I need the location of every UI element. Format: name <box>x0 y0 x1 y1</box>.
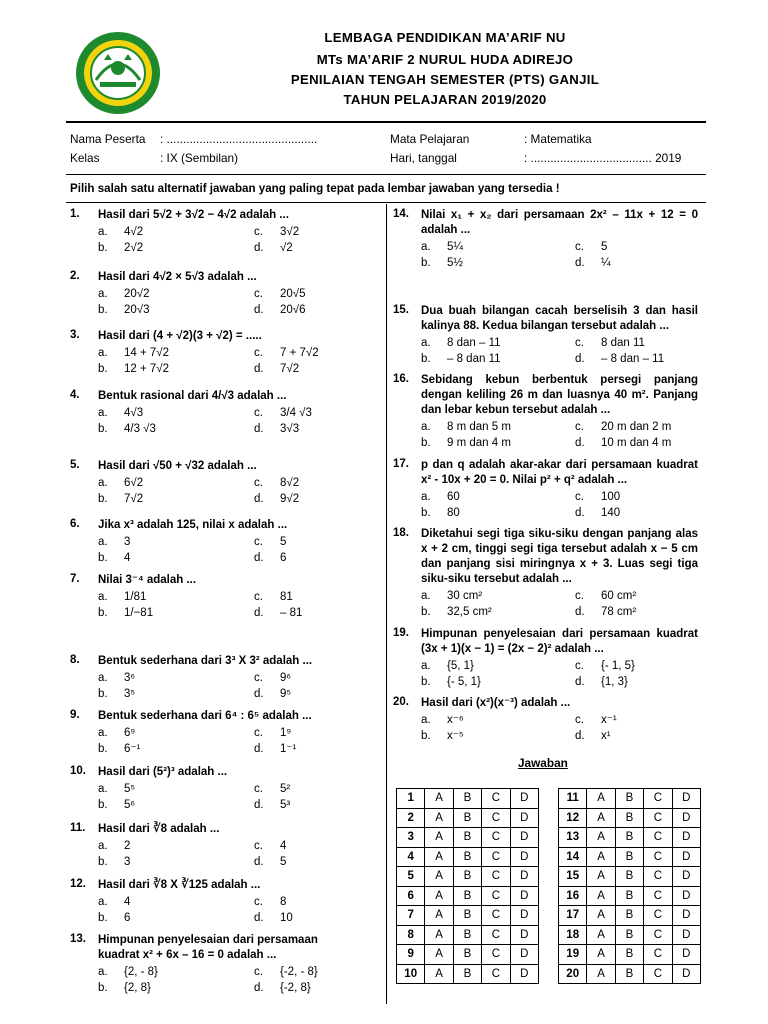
answer-number: 16 <box>559 886 587 906</box>
question-number: 11. <box>70 822 86 834</box>
question-14 <box>393 208 698 271</box>
answer-choice-d[interactable]: D <box>672 906 700 926</box>
question-number: 4. <box>70 389 80 401</box>
option-d[interactable]: d. 1⁻¹ <box>254 743 297 755</box>
question-number: 3. <box>70 329 80 341</box>
question-1 <box>70 208 360 256</box>
option-c[interactable]: c. 5² <box>254 783 291 795</box>
answer-choice-b[interactable]: B <box>615 808 643 828</box>
option-a[interactable]: a. 2 <box>98 840 131 852</box>
answer-choice-a[interactable]: A <box>587 867 615 887</box>
answer-choice-d[interactable]: D <box>672 964 700 984</box>
school-logo <box>74 30 162 116</box>
answer-choice-a[interactable]: A <box>587 847 615 867</box>
option-d[interactable]: d. 5³ <box>254 799 291 811</box>
answer-row <box>559 789 701 809</box>
question-stem: Bentuk sederhana dari 6⁴ : 6⁵ adalah ... <box>98 710 312 722</box>
answer-choice-c[interactable]: C <box>644 906 672 926</box>
option-b[interactable]: b. 80 <box>421 507 460 519</box>
option-d[interactable]: d. x¹ <box>575 730 611 742</box>
option-a[interactable]: a. {2, - 8} <box>98 966 158 978</box>
answer-choice-a[interactable]: A <box>425 808 453 828</box>
answer-row <box>397 789 539 809</box>
option-c[interactable]: c. 3/4 √3 <box>254 407 312 419</box>
answer-choice-b[interactable]: B <box>453 808 481 828</box>
option-b[interactable]: b. 2√2 <box>98 242 144 254</box>
answer-choice-d[interactable]: D <box>510 847 538 867</box>
mapel-label: Mata Pelajaran <box>390 132 470 146</box>
question-stem: Diketahui segi tiga siku-siku dengan panjang alas x + 2 cm, tinggi segi tiga tersebut adalah x − 5 cm dan panjang sisi miringnya x + 3. Luas segi tiga siku-siku tersebut adalah ... <box>421 528 698 585</box>
option-c[interactable]: c. 1⁹ <box>254 727 292 739</box>
hari-label: Hari, tanggal <box>390 151 457 165</box>
option-d[interactable]: d. {-2, 8} <box>254 982 311 994</box>
question-stem: Sebidang kebun berbentuk persegi panjang dengan keliling 26 m dan luasnya 40 m². Panjang dan lebar kebun tersebut adalah ... <box>421 374 698 416</box>
mapel-value: : Matematika <box>524 132 592 146</box>
question-16 <box>393 373 698 451</box>
option-d[interactable]: d. – 8 dan – 11 <box>575 353 665 365</box>
question-10 <box>70 765 360 813</box>
answer-choice-c[interactable]: C <box>482 925 510 945</box>
option-a[interactable]: a. x⁻⁶ <box>421 714 464 726</box>
answer-choice-b[interactable]: B <box>615 964 643 984</box>
option-d[interactable]: d. 9⁵ <box>254 688 292 700</box>
instruction-divider <box>66 202 706 203</box>
question-8 <box>70 654 360 702</box>
option-b[interactable]: b. x⁻⁵ <box>421 730 464 742</box>
kelas-label: Kelas <box>70 151 100 165</box>
answer-choice-d[interactable]: D <box>672 886 700 906</box>
answer-choice-c[interactable]: C <box>644 789 672 809</box>
option-a[interactable]: a. 5¼ <box>421 241 463 253</box>
answer-number: 10 <box>397 964 425 984</box>
answer-number: 7 <box>397 906 425 926</box>
answer-number: 18 <box>559 925 587 945</box>
option-d[interactable]: d. 20√6 <box>254 304 306 316</box>
option-c[interactable]: c. {- 1, 5} <box>575 660 635 672</box>
answer-choice-c[interactable]: C <box>644 867 672 887</box>
answer-number: 1 <box>397 789 425 809</box>
option-b[interactable]: b. 4/3 √3 <box>98 423 156 435</box>
answer-row <box>397 867 539 887</box>
question-number: 12. <box>70 878 86 890</box>
answer-number: 4 <box>397 847 425 867</box>
question-number: 6. <box>70 518 80 530</box>
answer-number: 2 <box>397 808 425 828</box>
option-c[interactable]: c. 7 + 7√2 <box>254 347 319 359</box>
answer-choice-d[interactable]: D <box>510 925 538 945</box>
answer-choice-d[interactable]: D <box>672 847 700 867</box>
answer-choice-b[interactable]: B <box>615 847 643 867</box>
answer-row <box>559 808 701 828</box>
option-c[interactable]: c. 5 <box>254 536 287 548</box>
option-c[interactable]: c. 8 <box>254 896 287 908</box>
answer-row <box>559 847 701 867</box>
answer-choice-c[interactable]: C <box>644 925 672 945</box>
answer-choice-c[interactable]: C <box>644 847 672 867</box>
option-a[interactable]: a. 3⁶ <box>98 672 136 684</box>
info-divider <box>66 174 706 175</box>
option-b[interactable]: b. 5½ <box>421 257 463 269</box>
answer-choice-d[interactable]: D <box>510 886 538 906</box>
answer-choice-a[interactable]: A <box>587 789 615 809</box>
option-c[interactable]: c. 5 <box>575 241 608 253</box>
answer-choice-d[interactable]: D <box>672 828 700 848</box>
question-number: 15. <box>393 304 409 316</box>
answer-choice-a[interactable]: A <box>587 906 615 926</box>
answer-choice-d[interactable]: D <box>510 828 538 848</box>
question-stem: Hasil dari (4 + √2)(3 + √2) = ..... <box>98 330 262 342</box>
answer-choice-b[interactable]: B <box>453 945 481 965</box>
question-stem: Hasil dari (5²)³ adalah ... <box>98 766 228 778</box>
question-number: 8. <box>70 654 80 666</box>
question-stem: Jika x³ adalah 125, nilai x adalah ... <box>98 519 288 531</box>
question-number: 20. <box>393 696 409 708</box>
header-year: TAHUN PELAJARAN 2019/2020 <box>343 92 547 107</box>
answer-row <box>559 886 701 906</box>
option-a[interactable]: a. 6⁹ <box>98 727 136 739</box>
question-stem: Bentuk rasional dari 4/√3 adalah ... <box>98 390 287 402</box>
option-b[interactable]: b. 7√2 <box>98 493 144 505</box>
answer-row <box>559 906 701 926</box>
option-b[interactable]: b. 6⁻¹ <box>98 743 141 755</box>
answer-choice-a[interactable]: A <box>425 867 453 887</box>
option-a[interactable]: a. 60 <box>421 491 460 503</box>
option-c[interactable]: c. 8√2 <box>254 477 300 489</box>
answer-choice-c[interactable]: C <box>482 906 510 926</box>
answer-number: 17 <box>559 906 587 926</box>
question-stem: p dan q adalah akar-akar dari persamaan kuadrat x² - 10x + 20 = 0. Nilai p² + q² adalah ... <box>421 459 698 486</box>
answer-choice-a[interactable]: A <box>587 808 615 828</box>
option-b[interactable]: b. 4 <box>98 552 131 564</box>
instruction: Pilih salah satu alternatif jawaban yang paling tepat pada lembar jawaban yang tersedia ! <box>70 182 560 195</box>
question-stem: Nilai 3⁻⁴ adalah ... <box>98 574 197 586</box>
answer-choice-d[interactable]: D <box>672 789 700 809</box>
option-c[interactable]: c. {-2, - 8} <box>254 966 318 978</box>
header-exam: PENILAIAN TENGAH SEMESTER (PTS) GANJIL <box>290 72 600 87</box>
answer-choice-b[interactable]: B <box>615 828 643 848</box>
answer-choice-a[interactable]: A <box>425 925 453 945</box>
answer-row <box>397 945 539 965</box>
option-c[interactable]: c. 8 dan 11 <box>575 337 645 349</box>
question-stem: Hasil dari 4√2 × 5√3 adalah ... <box>98 271 257 283</box>
option-b[interactable]: b. 3⁵ <box>98 688 136 700</box>
answer-choice-a[interactable]: A <box>587 886 615 906</box>
answer-row <box>559 964 701 984</box>
option-b[interactable]: b. {2, 8} <box>98 982 151 994</box>
answer-choice-c[interactable]: C <box>482 789 510 809</box>
question-12 <box>70 878 360 926</box>
question-4 <box>70 389 360 437</box>
question-number: 17. <box>393 458 409 470</box>
question-number: 7. <box>70 573 80 585</box>
option-b[interactable]: b. 9 m dan 4 m <box>421 437 511 449</box>
answer-choice-b[interactable]: B <box>615 925 643 945</box>
answer-choice-b[interactable]: B <box>615 945 643 965</box>
answer-choice-a[interactable]: A <box>425 945 453 965</box>
option-c[interactable]: c. 20√5 <box>254 288 306 300</box>
question-number: 19. <box>393 627 409 639</box>
option-d[interactable]: d. 3√3 <box>254 423 300 435</box>
kelas-value: : IX (Sembilan) <box>160 151 239 165</box>
answer-choice-b[interactable]: B <box>453 886 481 906</box>
question-9 <box>70 709 360 757</box>
answer-choice-d[interactable]: D <box>672 867 700 887</box>
answer-row <box>397 808 539 828</box>
answer-choice-a[interactable]: A <box>587 828 615 848</box>
answer-choice-c[interactable]: C <box>482 867 510 887</box>
answer-choice-c[interactable]: C <box>644 964 672 984</box>
option-d[interactable]: d. – 81 <box>254 607 303 619</box>
answer-grid-right <box>558 788 701 984</box>
answer-number: 12 <box>559 808 587 828</box>
option-c[interactable]: c. 3√2 <box>254 226 300 238</box>
answer-sheet-title: Jawaban <box>518 756 568 770</box>
option-b[interactable]: b. 20√3 <box>98 304 150 316</box>
option-a[interactable]: a. 8 m dan 5 m <box>421 421 511 433</box>
option-a[interactable]: a. {5, 1} <box>421 660 474 672</box>
answer-row <box>397 828 539 848</box>
question-2 <box>70 270 360 318</box>
option-a[interactable]: a. 4√3 <box>98 407 144 419</box>
question-stem: Bentuk sederhana dari 3³ X 3² adalah ... <box>98 655 313 667</box>
option-d[interactable]: d. 9√2 <box>254 493 300 505</box>
option-d[interactable]: d. 140 <box>575 507 621 519</box>
answer-choice-b[interactable]: B <box>615 906 643 926</box>
question-stem: Hasil dari (x²)(x⁻³) adalah ... <box>421 697 571 709</box>
answer-choice-d[interactable]: D <box>672 925 700 945</box>
answer-number: 9 <box>397 945 425 965</box>
answer-number: 15 <box>559 867 587 887</box>
option-a[interactable]: a. 14 + 7√2 <box>98 347 170 359</box>
option-d[interactable]: d. 5 <box>254 856 287 868</box>
question-number: 13. <box>70 933 86 945</box>
answer-number: 5 <box>397 867 425 887</box>
answer-grid-left <box>396 788 539 984</box>
question-number: 1. <box>70 208 80 220</box>
question-stem: Hasil dari 5√2 + 3√2 − 4√2 adalah ... <box>98 209 289 221</box>
answer-choice-a[interactable]: A <box>587 945 615 965</box>
answer-choice-a[interactable]: A <box>425 906 453 926</box>
answer-choice-d[interactable]: D <box>510 867 538 887</box>
answer-choice-b[interactable]: B <box>615 886 643 906</box>
question-stem: Hasil dari √50 + √32 adalah ... <box>98 460 257 472</box>
question-20 <box>393 696 698 744</box>
question-7 <box>70 573 360 621</box>
option-c[interactable]: c. 60 cm² <box>575 590 637 602</box>
answer-row <box>397 886 539 906</box>
question-17 <box>393 458 698 521</box>
answer-choice-a[interactable]: A <box>425 847 453 867</box>
option-c[interactable]: c. 81 <box>254 591 293 603</box>
answer-row <box>559 925 701 945</box>
question-number: 2. <box>70 270 80 282</box>
option-a[interactable]: a. 4 <box>98 896 131 908</box>
answer-choice-d[interactable]: D <box>510 789 538 809</box>
answer-choice-c[interactable]: C <box>482 886 510 906</box>
nama-field[interactable]: : .............................................. <box>160 132 318 146</box>
option-c[interactable]: c. 9⁶ <box>254 672 292 684</box>
option-d[interactable]: d. 78 cm² <box>575 606 637 618</box>
option-d[interactable]: d. 10 <box>254 912 293 924</box>
answer-row <box>397 847 539 867</box>
answer-choice-a[interactable]: A <box>587 964 615 984</box>
option-b[interactable]: b. 3 <box>98 856 131 868</box>
question-stem: Hasil dari ∛8 X ∛125 adalah ... <box>98 879 261 891</box>
option-a[interactable]: a. 3 <box>98 536 131 548</box>
option-b[interactable]: b. {- 5, 1} <box>421 676 481 688</box>
option-d[interactable]: d. ¼ <box>575 257 611 269</box>
answer-choice-b[interactable]: B <box>453 847 481 867</box>
question-number: 18. <box>393 527 409 539</box>
question-number: 9. <box>70 709 80 721</box>
answer-choice-c[interactable]: C <box>482 828 510 848</box>
answer-choice-d[interactable]: D <box>672 945 700 965</box>
question-stem: Dua buah bilangan cacah berselisih 3 dan hasil kalinya 88. Kedua bilangan tersebut adalah ... <box>421 305 698 332</box>
answer-choice-d[interactable]: D <box>510 945 538 965</box>
question-11 <box>70 822 360 870</box>
option-c[interactable]: c. 4 <box>254 840 287 852</box>
answer-row <box>397 906 539 926</box>
question-number: 14. <box>393 208 409 220</box>
answer-choice-d[interactable]: D <box>510 808 538 828</box>
option-a[interactable]: a. 20√2 <box>98 288 150 300</box>
option-d[interactable]: d. 10 m dan 4 m <box>575 437 672 449</box>
option-a[interactable]: a. 6√2 <box>98 477 144 489</box>
answer-choice-a[interactable]: A <box>425 964 453 984</box>
answer-choice-d[interactable]: D <box>510 906 538 926</box>
answer-choice-b[interactable]: B <box>615 867 643 887</box>
header-divider <box>66 121 706 123</box>
answer-choice-b[interactable]: B <box>453 828 481 848</box>
answer-number: 14 <box>559 847 587 867</box>
option-c[interactable]: c. 20 m dan 2 m <box>575 421 672 433</box>
option-d[interactable]: d. 6 <box>254 552 287 564</box>
option-d[interactable]: d. 7√2 <box>254 363 300 375</box>
nama-label: Nama Peserta <box>70 132 146 146</box>
question-19 <box>393 627 698 690</box>
answer-choice-b[interactable]: B <box>453 789 481 809</box>
question-3 <box>70 329 360 377</box>
option-b[interactable]: b. 1/−81 <box>98 607 154 619</box>
answer-row <box>397 925 539 945</box>
answer-choice-b[interactable]: B <box>615 789 643 809</box>
option-b[interactable]: b. 6 <box>98 912 131 924</box>
answer-choice-a[interactable]: A <box>425 828 453 848</box>
answer-choice-c[interactable]: C <box>482 847 510 867</box>
header-school: MTs MA’ARIF 2 NURUL HUDA ADIREJO <box>316 52 574 67</box>
option-c[interactable]: c. 100 <box>575 491 621 503</box>
option-b[interactable]: b. 5⁶ <box>98 799 136 811</box>
answer-choice-c[interactable]: C <box>482 808 510 828</box>
answer-choice-a[interactable]: A <box>425 886 453 906</box>
option-b[interactable]: b. 32,5 cm² <box>421 606 492 618</box>
answer-number: 19 <box>559 945 587 965</box>
question-13 <box>70 933 360 996</box>
answer-choice-c[interactable]: C <box>644 886 672 906</box>
answer-number: 13 <box>559 828 587 848</box>
hari-field[interactable]: : ..................................... 2019 <box>524 151 682 165</box>
answer-choice-d[interactable]: D <box>510 964 538 984</box>
question-stem: Himpunan penyelesaian dari persamaan kuadrat (3x + 1)(x − 1) = (2x − 2)² adalah ... <box>421 628 698 655</box>
answer-choice-c[interactable]: C <box>644 945 672 965</box>
question-number: 10. <box>70 765 86 777</box>
answer-choice-b[interactable]: B <box>453 867 481 887</box>
answer-number: 8 <box>397 925 425 945</box>
question-stem: Himpunan penyelesaian dari persamaan kuadrat x² + 6x – 16 = 0 adalah ... <box>98 934 318 961</box>
answer-number: 6 <box>397 886 425 906</box>
column-divider <box>386 204 387 1004</box>
answer-row <box>559 867 701 887</box>
option-a[interactable]: a. 4√2 <box>98 226 144 238</box>
question-number: 16. <box>393 373 409 385</box>
answer-number: 20 <box>559 964 587 984</box>
option-b[interactable]: b. 12 + 7√2 <box>98 363 170 375</box>
answer-choice-c[interactable]: C <box>482 945 510 965</box>
option-d[interactable]: d. √2 <box>254 242 293 254</box>
option-a[interactable]: a. 8 dan – 11 <box>421 337 501 349</box>
question-stem: Nilai x₁ + x₂ dari persamaan 2x² – 11x + 12 = 0 adalah ... <box>421 209 698 236</box>
answer-choice-a[interactable]: A <box>425 789 453 809</box>
question-number: 5. <box>70 459 80 471</box>
answer-row <box>559 828 701 848</box>
answer-row <box>559 945 701 965</box>
answer-choice-c[interactable]: C <box>644 808 672 828</box>
option-d[interactable]: d. {1, 3} <box>575 676 628 688</box>
answer-number: 11 <box>559 789 587 809</box>
answer-choice-a[interactable]: A <box>587 925 615 945</box>
answer-choice-b[interactable]: B <box>453 906 481 926</box>
question-5 <box>70 459 360 507</box>
option-a[interactable]: a. 1/81 <box>98 591 147 603</box>
option-c[interactable]: c. x⁻¹ <box>575 714 617 726</box>
answer-choice-c[interactable]: C <box>644 828 672 848</box>
answer-number: 3 <box>397 828 425 848</box>
question-stem: Hasil dari ∛8 adalah ... <box>98 823 220 835</box>
question-15 <box>393 304 698 367</box>
option-b[interactable]: b. – 8 dan 11 <box>421 353 501 365</box>
answer-choice-d[interactable]: D <box>672 808 700 828</box>
answer-choice-b[interactable]: B <box>453 964 481 984</box>
option-a[interactable]: a. 5⁵ <box>98 783 136 795</box>
answer-choice-c[interactable]: C <box>482 964 510 984</box>
option-a[interactable]: a. 30 cm² <box>421 590 483 602</box>
answer-choice-b[interactable]: B <box>453 925 481 945</box>
header-institution: LEMBAGA PENDIDIKAN MA’ARIF NU <box>324 30 566 45</box>
question-18 <box>393 527 698 620</box>
question-6 <box>70 518 360 566</box>
answer-row <box>397 964 539 984</box>
